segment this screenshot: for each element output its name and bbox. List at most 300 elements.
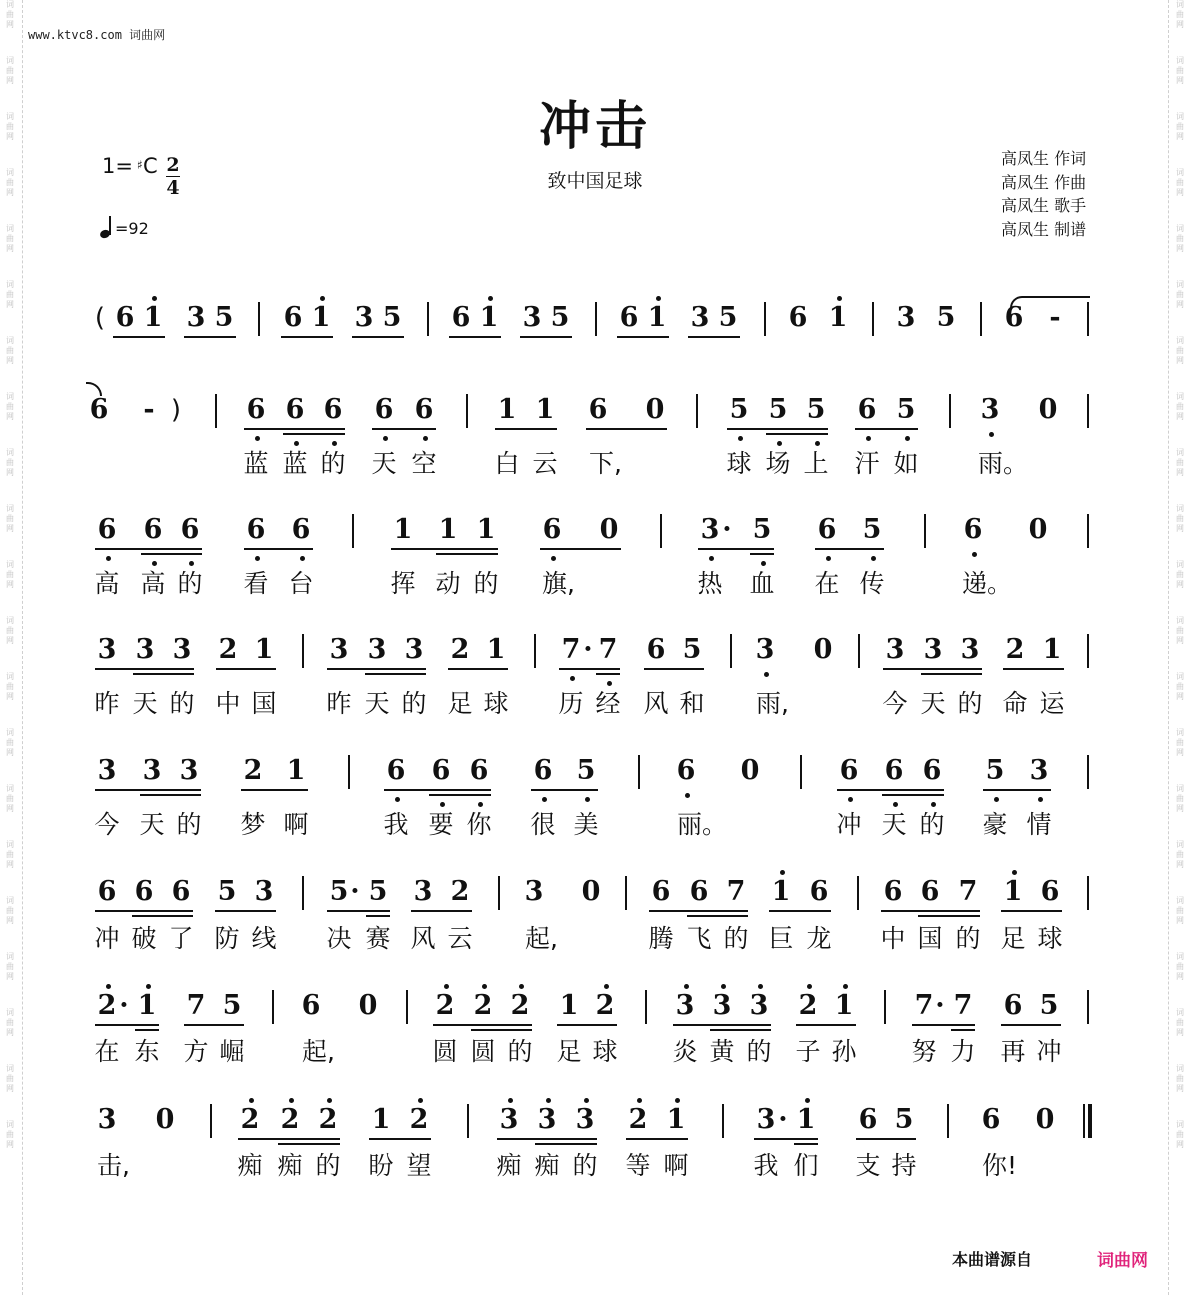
lyric-char: 巨 [768, 924, 794, 953]
barline [625, 876, 627, 910]
note: 3 [135, 634, 155, 665]
octave-dot-low [551, 556, 556, 561]
note: 2 [628, 1104, 648, 1135]
lyric-char: 蓝 [243, 449, 269, 478]
octave-dot-low [685, 793, 690, 798]
watermark-char: 网 [6, 636, 14, 645]
beam-underline [216, 668, 276, 670]
note: 0 [813, 634, 833, 665]
watermark-char: 网 [6, 580, 14, 589]
lyric-char: 云 [447, 924, 473, 953]
note: 2 [510, 990, 530, 1021]
lyric-char: 昨 [94, 689, 120, 718]
watermark-char: 曲 [1176, 402, 1184, 411]
watermark-char: 词 [1176, 1064, 1184, 1073]
octave-dot-high [721, 984, 726, 989]
watermark-char: 网 [1176, 76, 1184, 85]
watermark-char: 词 [6, 728, 14, 737]
lyric-char: 如 [893, 449, 919, 478]
note: 3 [537, 1104, 557, 1135]
note: 0 [645, 394, 665, 425]
note: 1 [559, 990, 579, 1021]
lyric-char: 再 [1000, 1037, 1026, 1066]
watermark-char: 网 [1176, 1028, 1184, 1037]
note: 6 [469, 755, 489, 786]
note: 1 [371, 1104, 391, 1135]
lyric-char: 黄 [709, 1037, 735, 1066]
watermark-char: 网 [1176, 636, 1184, 645]
note: 3 [97, 634, 117, 665]
note: 6 [374, 394, 394, 425]
watermark-char: 网 [6, 1028, 14, 1037]
lyric-char: 高 [94, 569, 120, 598]
beam-underline [918, 915, 980, 917]
octave-dot-low [777, 441, 782, 446]
watermark-char: 词 [6, 1120, 14, 1129]
octave-dot-low [989, 432, 994, 437]
note: 0 [740, 755, 760, 786]
note: 6 [246, 394, 266, 425]
lyric-char: 梦 [240, 810, 266, 839]
watermark-char: 词 [1176, 952, 1184, 961]
beam-underline [1001, 1024, 1061, 1026]
watermark-char: 曲 [6, 850, 14, 859]
note: 1 [254, 634, 274, 665]
watermark-char: 网 [6, 1084, 14, 1093]
site-url[interactable]: www.ktvc8.com 词曲网 [28, 28, 166, 42]
watermark-char: 词 [6, 224, 14, 233]
beam-underline [95, 668, 194, 670]
beam-underline [471, 1029, 532, 1031]
beam-underline [882, 794, 944, 796]
watermark-char: 网 [6, 972, 14, 981]
octave-dot-low [826, 556, 831, 561]
lyric-char: 血 [749, 569, 775, 598]
watermark-char: 曲 [1176, 122, 1184, 131]
lyric-char: 的 [957, 689, 983, 718]
lyric-char: 在 [94, 1037, 120, 1066]
beam-underline [644, 668, 704, 670]
note: 1 [143, 302, 163, 333]
lyric-char: 看 [243, 569, 269, 598]
octave-dot-high [444, 984, 449, 989]
lyric-char: 痴 [534, 1151, 560, 1180]
octave-dot-high [249, 1098, 254, 1103]
lyric-char: 的 [401, 689, 427, 718]
lyric-char: 场 [765, 449, 791, 478]
lyric-char: 等 [625, 1151, 651, 1180]
lyric-char: 我 [383, 810, 409, 839]
note: 3 [690, 302, 710, 333]
beam-underline [559, 668, 620, 670]
note: 6 [817, 514, 837, 545]
watermark-char: 曲 [6, 10, 14, 19]
dotted-note-mark: · [778, 1104, 788, 1135]
octave-dot-high [807, 984, 812, 989]
bracket: ) [170, 395, 182, 425]
note: 5 [1039, 990, 1059, 1021]
note: 6 [981, 1104, 1001, 1135]
note: 6 [542, 514, 562, 545]
lyric-char: 运 [1039, 689, 1065, 718]
beam-underline [448, 668, 508, 670]
note: 1 [486, 634, 506, 665]
octave-dot-low [570, 676, 575, 681]
note: 1 [137, 990, 157, 1021]
note: 3 [885, 634, 905, 665]
note: 1 [479, 302, 499, 333]
note: 2 [450, 634, 470, 665]
beam-underline [951, 1029, 975, 1031]
note: 7 [561, 634, 581, 665]
beam-underline [278, 1143, 340, 1145]
lyric-char: 决 [326, 924, 352, 953]
watermark-char: 曲 [1176, 906, 1184, 915]
watermark-char: 网 [1176, 972, 1184, 981]
octave-dot-low [152, 561, 157, 566]
octave-dot-high [546, 1098, 551, 1103]
beam-underline [766, 433, 828, 435]
beam-underline [794, 1143, 818, 1145]
lyric-char: 赛 [365, 924, 391, 953]
watermark-char: 曲 [1176, 514, 1184, 523]
barline [764, 302, 766, 336]
watermark-char: 词 [6, 840, 14, 849]
octave-dot-high [482, 984, 487, 989]
note: 7 [958, 876, 978, 907]
barline [1087, 990, 1089, 1024]
watermark-char: 词 [1176, 0, 1184, 9]
beam-underline [384, 789, 491, 791]
watermark-char: 网 [1176, 916, 1184, 925]
song-subtitle: 致中国足球 [547, 170, 643, 192]
octave-dot-low [440, 802, 445, 807]
lyric-char: 圆 [470, 1037, 496, 1066]
note: 0 [599, 514, 619, 545]
watermark-char: 曲 [6, 682, 14, 691]
watermark-char: 词 [6, 616, 14, 625]
barline [352, 514, 354, 548]
lyrics-row6 [0, 924, 1190, 954]
note: 6 [414, 394, 434, 425]
octave-dot-low [848, 797, 853, 802]
beam-underline [912, 1024, 975, 1026]
lyric-char: 豪 [982, 810, 1008, 839]
note: 3 [700, 514, 720, 545]
watermark-char: 网 [6, 804, 14, 813]
note: 5 [382, 302, 402, 333]
note: 1 [796, 1104, 816, 1135]
watermark-char: 网 [1176, 524, 1184, 533]
lyric-char: 你 [466, 810, 492, 839]
note: 6 [431, 755, 451, 786]
octave-dot-high [152, 296, 157, 301]
key-prefix: 1= [102, 154, 133, 178]
lyric-char: 足 [1000, 924, 1026, 953]
octave-dot-high [106, 984, 111, 989]
beam-underline [855, 428, 918, 430]
beam-underline [883, 668, 982, 670]
note: 3 [97, 1104, 117, 1135]
lyric-char: 痴 [277, 1151, 303, 1180]
watermark-char: 网 [6, 188, 14, 197]
lyric-char: 支 [855, 1151, 881, 1180]
watermark-char: 网 [6, 1140, 14, 1149]
octave-dot-low [332, 441, 337, 446]
notation-row1 [0, 302, 1190, 362]
watermark-char: 曲 [1176, 66, 1184, 75]
beam-underline [540, 548, 621, 550]
barline [660, 514, 662, 548]
lyric-char: 冲 [94, 924, 120, 953]
lyric-char: 云 [532, 449, 558, 478]
lyric-char: 崛 [219, 1037, 245, 1066]
beam-underline [596, 673, 620, 675]
note: 5 [217, 876, 237, 907]
octave-dot-low [383, 436, 388, 441]
octave-dot-high [637, 1098, 642, 1103]
barline [857, 876, 859, 910]
barline [638, 755, 640, 789]
note: 6 [839, 755, 859, 786]
beam-underline [95, 910, 193, 912]
beam-underline [727, 428, 828, 430]
octave-dot-low [866, 436, 871, 441]
note: 5 [576, 755, 596, 786]
lyric-char: 望 [406, 1151, 432, 1180]
lyric-char: 痴 [496, 1151, 522, 1180]
watermark-char: 曲 [6, 626, 14, 635]
barline [949, 394, 951, 428]
lyric-char: 雨。 [978, 449, 1029, 478]
watermark-char: 词 [6, 56, 14, 65]
watermark-char: 网 [1176, 300, 1184, 309]
lyric-char: 的 [176, 810, 202, 839]
octave-dot-low [905, 436, 910, 441]
watermark-char: 曲 [6, 514, 14, 523]
time-signature [166, 154, 180, 199]
lyric-char: 击, [97, 1151, 130, 1180]
octave-dot-low [255, 436, 260, 441]
note: 2 [1005, 634, 1025, 665]
barline [302, 876, 304, 910]
barline [696, 394, 698, 428]
lyric-char: 天 [139, 810, 165, 839]
note: 6 [963, 514, 983, 545]
watermark-char: 词 [6, 336, 14, 345]
note: 6 [97, 514, 117, 545]
barline [534, 634, 536, 668]
time-beats: 2 [166, 154, 180, 176]
beam-underline [983, 789, 1051, 791]
source-brand-link[interactable]: 词曲网 [1097, 1251, 1148, 1271]
octave-dot-low [972, 552, 977, 557]
watermark-char: 曲 [1176, 570, 1184, 579]
watermark-char: 网 [1176, 244, 1184, 253]
lyric-char: 今 [94, 810, 120, 839]
beam-underline [837, 789, 944, 791]
note: 1 [476, 514, 496, 545]
dotted-note-mark: · [722, 514, 732, 545]
lyric-char: 昨 [326, 689, 352, 718]
octave-dot-low [189, 561, 194, 566]
note: 5 [718, 302, 738, 333]
lyric-char: 痴 [237, 1151, 263, 1180]
barline [645, 990, 647, 1024]
lyric-char: 球 [592, 1037, 618, 1066]
key-signature [102, 154, 180, 199]
note: 6 [884, 755, 904, 786]
note: 7 [598, 634, 618, 665]
beam-underline [327, 910, 390, 912]
watermark-char: 词 [1176, 336, 1184, 345]
watermark-char: 网 [1176, 412, 1184, 421]
beam-underline [113, 336, 165, 338]
octave-dot-high [758, 984, 763, 989]
watermark-char: 词 [1176, 224, 1184, 233]
watermark-char: 曲 [6, 906, 14, 915]
beam-underline [366, 915, 390, 917]
beam-underline [698, 548, 774, 550]
barline [924, 514, 926, 548]
credit-lyricist: 高凤生 作词 [1001, 149, 1087, 168]
beam-underline [135, 1029, 159, 1031]
watermark-char: 词 [1176, 112, 1184, 121]
lyric-char: 了 [168, 924, 194, 953]
barline [1087, 876, 1089, 910]
note: 6 [588, 394, 608, 425]
lyrics-row4 [0, 689, 1190, 719]
beam-underline [369, 1138, 431, 1140]
barline [302, 634, 304, 668]
watermark-char: 网 [6, 356, 14, 365]
watermark-char: 曲 [1176, 10, 1184, 19]
lyric-char: 方 [183, 1037, 209, 1066]
note: 6 [97, 876, 117, 907]
note: 5 [752, 514, 772, 545]
credit-composer: 高凤生 作曲 [1001, 172, 1087, 192]
watermark-char: 曲 [1176, 1130, 1184, 1139]
watermark-char: 网 [6, 916, 14, 925]
beam-underline [352, 336, 404, 338]
watermark-char: 网 [1176, 188, 1184, 197]
octave-dot-high [837, 296, 842, 301]
watermark-char: 曲 [1176, 458, 1184, 467]
beam-underline [449, 336, 501, 338]
beam-underline [531, 789, 598, 791]
note: 5 [894, 1104, 914, 1135]
lyric-char: 球 [1037, 924, 1063, 953]
lyric-char: 白 [494, 449, 520, 478]
octave-dot-low [893, 802, 898, 807]
lyric-char: 防 [214, 924, 240, 953]
watermark-char: 词 [1176, 56, 1184, 65]
barline [1087, 394, 1089, 428]
octave-dot-low [871, 556, 876, 561]
lyric-char: 盼 [368, 1151, 394, 1180]
lyric-char: 起, [525, 924, 558, 953]
beam-underline [184, 1024, 244, 1026]
beam-underline [557, 1024, 617, 1026]
lyric-char: 孙 [831, 1037, 857, 1066]
note: 2 [97, 990, 117, 1021]
note: 6 [291, 514, 311, 545]
barline [595, 302, 597, 336]
note: 6 [386, 755, 406, 786]
note: 6 [451, 302, 471, 333]
note: 5 [368, 876, 388, 907]
octave-dot-low [542, 797, 547, 802]
beam-underline [497, 1138, 597, 1140]
watermark-char: 曲 [1176, 178, 1184, 187]
note: 3 [980, 394, 1000, 425]
note: 3 [524, 876, 544, 907]
lyric-char: 们 [793, 1151, 819, 1180]
watermark-char: 曲 [6, 290, 14, 299]
note: 3 [575, 1104, 595, 1135]
lyric-char: 热 [697, 569, 723, 598]
watermark-char: 曲 [6, 66, 14, 75]
lyric-char: 努 [911, 1037, 937, 1066]
lyric-char: 啊 [663, 1151, 689, 1180]
watermark-char: 网 [6, 692, 14, 701]
note: 2 [318, 1104, 338, 1135]
barline [498, 876, 500, 910]
note: 3 [179, 755, 199, 786]
barline [1087, 755, 1089, 789]
notation-row4 [0, 634, 1190, 694]
beam-underline [244, 428, 345, 430]
lyric-char: 传 [859, 569, 885, 598]
octave-dot-high [684, 984, 689, 989]
octave-dot-high [320, 296, 325, 301]
watermark-char: 网 [6, 20, 14, 29]
beam-underline [673, 1024, 771, 1026]
lyric-char: 经 [595, 689, 621, 718]
lyric-char: 足 [556, 1037, 582, 1066]
octave-dot-high [604, 984, 609, 989]
octave-dot-high [289, 1098, 294, 1103]
watermark-char: 曲 [1176, 794, 1184, 803]
watermark-char: 曲 [1176, 850, 1184, 859]
beam-underline [141, 553, 202, 555]
beam-underline [95, 1024, 159, 1026]
note: 1 [535, 394, 555, 425]
lyric-char: 空 [411, 449, 437, 478]
barline [872, 302, 874, 336]
watermark-char: 曲 [1176, 962, 1184, 971]
watermark-char: 词 [1176, 616, 1184, 625]
watermark-char: 词 [6, 0, 14, 9]
octave-dot-low [764, 672, 769, 677]
lyric-char: 国 [251, 689, 277, 718]
note: 5 [214, 302, 234, 333]
note: 3 [756, 1104, 776, 1135]
note: 1 [497, 394, 517, 425]
note: 0 [1038, 394, 1058, 425]
barline [258, 302, 260, 336]
note: 5 [729, 394, 749, 425]
octave-dot-high [1012, 870, 1017, 875]
lyric-char: 的 [572, 1151, 598, 1180]
lyrics-row3 [0, 569, 1190, 599]
watermark-char: 网 [6, 748, 14, 757]
watermark-char: 曲 [1176, 1074, 1184, 1083]
barline [858, 634, 860, 668]
lyric-char: 龙 [806, 924, 832, 953]
beam-underline [140, 794, 201, 796]
credits [1001, 147, 1086, 241]
